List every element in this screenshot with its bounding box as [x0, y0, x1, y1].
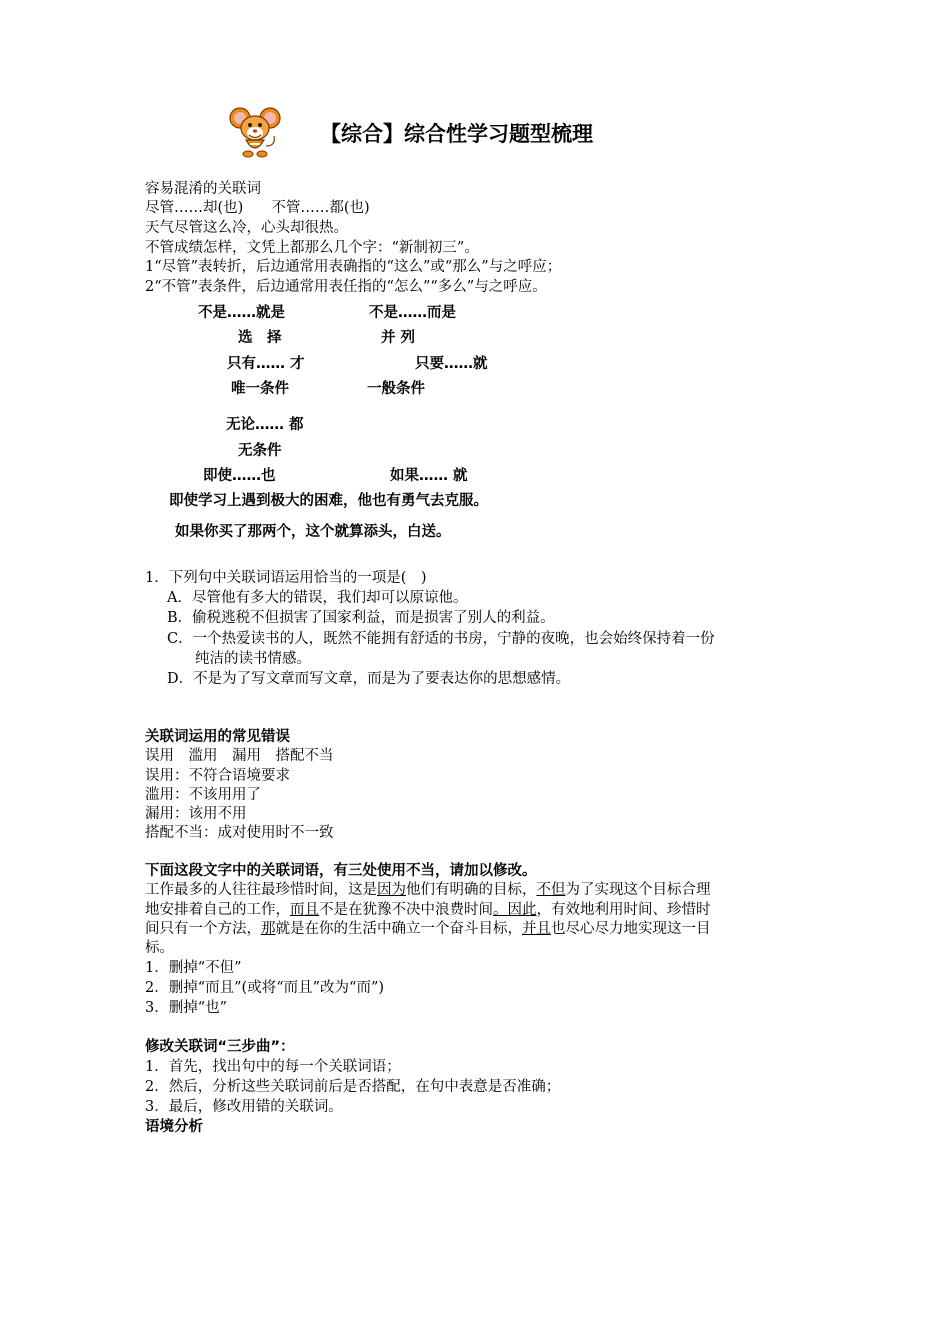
text: ，有效地利用时间、珍惜时 [536, 902, 711, 918]
text: 工作最多的人往往最珍惜时间，这是 [145, 882, 377, 898]
option-a: A．尽管他有多大的错误，我们却可以原谅他。 [167, 590, 468, 606]
answer-2: 2．删掉“而且”(或将“而且”改为“而”) [145, 980, 385, 996]
question-stem: 1．下列句中关联词语运用恰当的一项是( ) [145, 570, 427, 586]
comparison-r4a: 唯一条件 [231, 381, 289, 397]
text: 地安排着自己的工作， [145, 902, 290, 918]
underlined-word: 不但 [536, 882, 566, 898]
text: 不是在犹豫不决中浪费时间 [319, 902, 493, 918]
exercise-heading: 下面这段文字中的关联词语，有三处使用不当，请加以修改。 [145, 863, 537, 879]
option-b: B．偷税逃税不但损害了国家利益，而是损害了别人的利益。 [167, 610, 555, 626]
underlined-word: 。因此 [493, 902, 537, 918]
step-3: 3．最后，修改用错的关联词。 [145, 1099, 343, 1115]
option-d: D．不是为了写文章而写文章，而是为了要表达你的思想感情。 [167, 671, 571, 687]
exercise-line-1 [145, 881, 711, 900]
intro-example-1: 天气尽管这么冷，心头却很热。 [145, 220, 348, 236]
error-type-3: 漏用：该用不用 [145, 806, 247, 822]
comparison-r2a: 选 择 [238, 330, 282, 346]
exercise-line-3 [145, 920, 711, 939]
comparison-sentence-2: 如果你买了那两个，这个就算添头，白送。 [175, 524, 451, 540]
errors-types: 误用 滥用 漏用 搭配不当 [145, 748, 334, 764]
comparison-r7a: 即使……也 [203, 468, 276, 484]
text: 为了实现这个目标合理 [565, 882, 711, 898]
underlined-word: 而且 [290, 902, 319, 918]
errors-heading: 关联词运用的常见错误 [145, 729, 290, 745]
intro-example-2: 不管成绩怎样，文凭上都那么几个字：“新制初三”。 [145, 240, 479, 256]
error-type-4: 搭配不当：成对使用时不一致 [145, 825, 334, 841]
option-c-continued: 纯洁的读书情感。 [195, 651, 311, 667]
comparison-r3b: 只要……就 [415, 356, 488, 372]
option-c: C．一个热爱读书的人，既然不能拥有舒适的书房，宁静的夜晚，也会始终保持着一份 [167, 631, 715, 647]
text: 也尽心尽力地实现这一目 [551, 921, 711, 937]
comparison-r2b: 并 列 [381, 330, 416, 346]
comparison-r1b: 不是……而是 [369, 305, 456, 321]
comparison-r7b: 如果…… 就 [390, 468, 468, 484]
exercise-line-2 [145, 901, 711, 920]
pair-b: 不管……都(也) [271, 200, 370, 216]
intro-pairs [145, 199, 370, 218]
text: 就是在你的生活中确立一个奋斗目标， [275, 921, 522, 937]
comparison-r5: 无论…… 都 [226, 417, 304, 433]
comparison-r1a: 不是……就是 [198, 305, 285, 321]
answer-1: 1．删掉“不但” [145, 960, 242, 976]
intro-heading: 容易混淆的关联词 [145, 181, 261, 197]
underlined-word: 并且 [522, 921, 551, 937]
answer-3: 3．删掉“也” [145, 1000, 228, 1016]
step-1: 1．首先，找出句中的每一个关联词语； [145, 1059, 401, 1075]
step-2: 2．然后，分析这些关联词前后是否搭配，在句中表意是否准确； [145, 1079, 561, 1095]
pair-a: 尽管……却(也) [145, 200, 244, 216]
comparison-r6: 无条件 [238, 443, 282, 459]
steps-heading: 修改关联词“三步曲”： [145, 1039, 295, 1055]
text: 他们有明确的目标， [406, 882, 537, 898]
mascot-icon [228, 106, 282, 158]
error-type-2: 滥用：不该用用了 [145, 787, 261, 803]
intro-note-1: 1“尽管”表转折，后边通常用表确指的“这么”或“那么”与之呼应； [145, 259, 562, 275]
context-analysis-heading: 语境分析 [145, 1119, 203, 1135]
intro-note-2: 2“不管”表条件，后边通常用表任指的“怎么”“多么”与之呼应。 [145, 279, 547, 295]
comparison-r3a: 只有…… 才 [227, 356, 305, 372]
comparison-r4b: 一般条件 [367, 381, 425, 397]
underlined-word: 那 [261, 921, 276, 937]
exercise-line-4: 标。 [145, 940, 174, 956]
text: 间只有一个方法， [145, 921, 261, 937]
comparison-sentence-1: 即使学习上遇到极大的困难，他也有勇气去克服。 [169, 493, 488, 509]
underlined-word: 因为 [377, 882, 406, 898]
error-type-1: 误用：不符合语境要求 [145, 768, 290, 784]
page-title: 【综合】综合性学习题型梳理 [320, 122, 593, 146]
